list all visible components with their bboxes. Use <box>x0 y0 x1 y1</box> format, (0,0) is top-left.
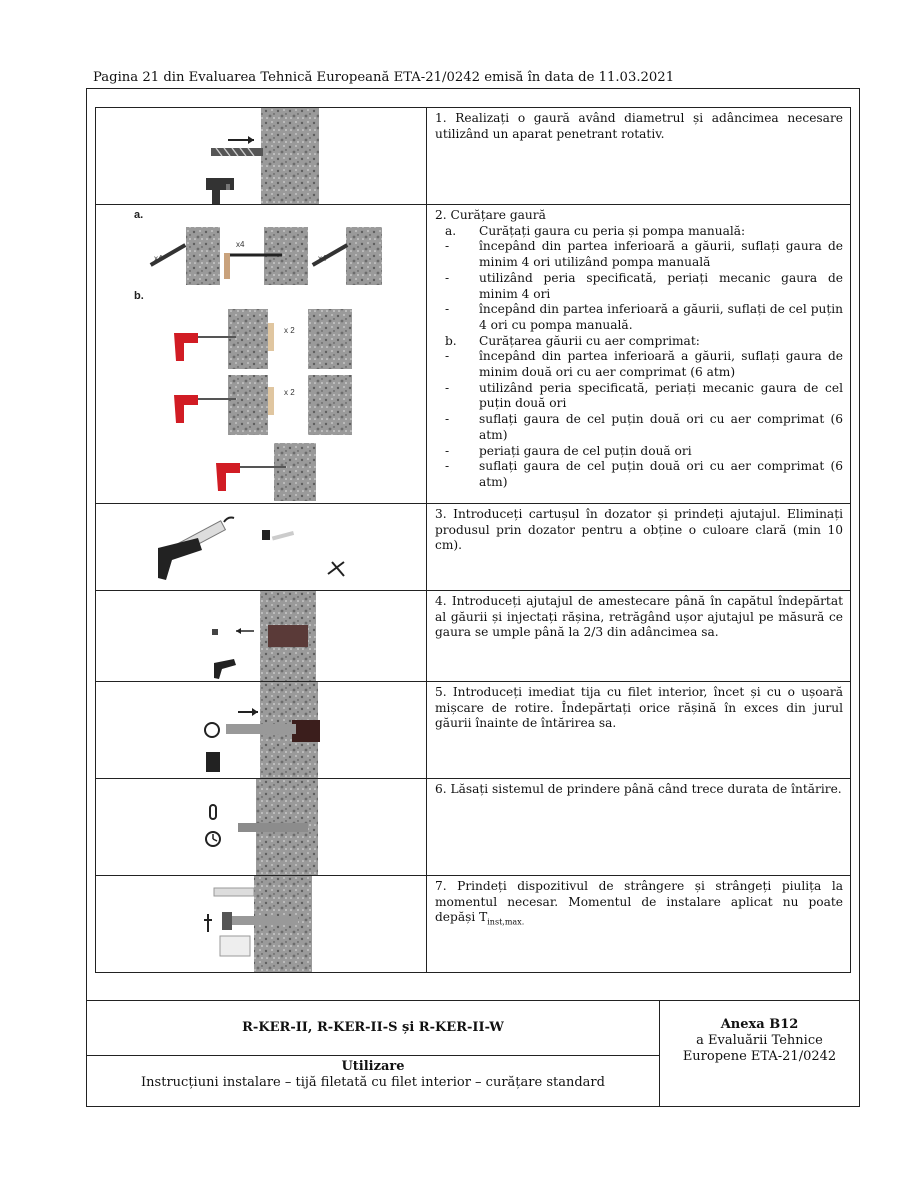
step-2a-title: Curățați gaura cu peria și pompa manuală: <box>479 223 746 238</box>
step-4-text: 4. Introduceți ajutajul de amestecare până în capătul îndepărtat al găurii și injectați rășina, retrăgând ușor ajutajul pe măsură ce gaura se umple până la 2/3 din adâncimea sa. <box>427 591 851 682</box>
usage-block <box>87 1056 659 1091</box>
list-item <box>435 271 843 302</box>
step-7-illustration <box>96 876 427 973</box>
list-item <box>435 349 843 380</box>
dash: - <box>445 270 450 285</box>
list-item <box>435 302 843 333</box>
step-row-1 <box>96 108 851 205</box>
step-2a-header <box>435 224 843 240</box>
annex-line-2: Europene ETA-21/0242 <box>682 1049 837 1064</box>
step-7-subscript: inst,max. <box>487 917 525 927</box>
dash: - <box>445 380 450 395</box>
step-4-illustration <box>96 591 427 682</box>
drilling-figure <box>96 108 426 204</box>
step-1-text: 1. Realizați o gaură având diametrul și adâncimea necesare utilizând un aparat penetrant rotativ. <box>427 108 851 205</box>
figure-label-b: b. <box>134 290 144 302</box>
step-2b-item-2: utilizând peria specificată, periați mecanic gaura de cel puțin două ori <box>479 380 843 411</box>
step-row-7 <box>96 876 851 973</box>
step-3-text: 3. Introduceți cartușul în dozator și prindeți ajutajul. Eliminați produsul prin dozator pentru a obține o culoare clară (min 10 cm). <box>427 504 851 591</box>
injection-figure <box>96 591 426 681</box>
usage-title: Utilizare <box>341 1059 405 1074</box>
x4-label-2: x4 <box>236 240 245 249</box>
installation-steps-table <box>95 107 851 973</box>
dash: - <box>445 412 450 427</box>
step-2b-title: Curățarea găurii cu aer comprimat: <box>479 333 700 348</box>
list-item <box>435 239 843 270</box>
step-5-illustration <box>96 682 427 779</box>
figure-label-a: a. <box>134 209 144 221</box>
x4-label-1: x4 <box>154 254 163 263</box>
step-2b-item-5: suflați gaura de cel puțin două ori cu aer comprimat (6 atm) <box>479 459 843 489</box>
step-2b-header <box>435 334 843 350</box>
insert-rod-figure <box>96 682 426 778</box>
dash: - <box>445 443 450 458</box>
product-names: R-KER-II, R-KER-II-S și R-KER-II-W <box>87 1001 659 1056</box>
list-item <box>435 381 843 412</box>
annex-footer <box>86 1000 860 1107</box>
step-2a-item-2: utilizând peria specificată, periați mecanic gaura de minim 4 ori <box>479 270 843 301</box>
step-2a-item-1: începând din partea inferioară a găurii, suflați gaura de minim 4 ori utilizând pompa manuală <box>479 239 843 270</box>
step-2b-item-1: începând din partea inferioară a găurii, suflați gaura de minim două ori cu aer comprimat (6 atm) <box>479 349 843 380</box>
step-row-3 <box>96 504 851 591</box>
dispenser-figure <box>96 504 426 590</box>
step-2b-item-4: periați gaura de cel puțin două ori <box>479 443 692 458</box>
list-item <box>435 459 843 490</box>
step-2b-item-3: suflați gaura de cel puțin două ori cu aer comprimat (6 atm) <box>479 412 843 442</box>
step-7-text <box>427 876 851 973</box>
x2-label-1: x 2 <box>284 326 295 335</box>
step-2-text <box>427 205 851 504</box>
curing-figure <box>96 779 426 875</box>
step-5-text: 5. Introduceți imediat tija cu filet interior, încet și cu o ușoară mișcare de rotire. Îndepărtați orice rășină în exces din jurul găurii înainte de întărirea sa. <box>427 682 851 779</box>
step-3-illustration <box>96 504 427 591</box>
step-row-6 <box>96 779 851 876</box>
dash: - <box>445 302 450 317</box>
footer-left <box>87 1001 660 1106</box>
step-row-5 <box>96 682 851 779</box>
x2-label-2: x 2 <box>284 388 295 397</box>
dash: - <box>445 349 450 364</box>
step-row-2 <box>96 205 851 504</box>
marker-b: b. <box>445 333 457 348</box>
marker-a: a. <box>445 223 457 238</box>
step-2a-item-3: începând din partea inferioară a găurii, suflați de cel puțin 4 ori cu pompa manuală. <box>479 302 843 332</box>
step-2-illustration <box>96 205 427 504</box>
x4-label-3: x4 <box>318 254 327 263</box>
step-row-4 <box>96 591 851 682</box>
list-item <box>435 444 843 460</box>
annex-line-1: a Evaluării Tehnice <box>696 1033 823 1048</box>
dash: - <box>445 239 450 254</box>
dash: - <box>445 459 450 474</box>
annex-reference <box>660 1017 859 1065</box>
usage-description: Instrucțiuni instalare – tijă filetată cu filet interior – curățare standard <box>141 1075 605 1090</box>
page-header: Pagina 21 din Evaluarea Tehnică Europeană ETA-21/0242 emisă în data de 11.03.2021 <box>93 70 675 85</box>
step-1-illustration <box>96 108 427 205</box>
step-2-title: 2. Curățare gaură <box>435 208 546 222</box>
list-item <box>435 412 843 443</box>
annex-title: Anexa B12 <box>720 1017 799 1032</box>
step-6-illustration <box>96 779 427 876</box>
step-6-text: 6. Lăsați sistemul de prindere până când trece durata de întărire. <box>427 779 851 876</box>
tightening-figure <box>96 876 426 972</box>
step-7-main: 7. Prindeți dispozitivul de strângere și strângeți piulița la momentul necesar. Momentul de instalare aplicat nu poate depăși T <box>435 879 843 925</box>
cleaning-figure <box>96 205 426 503</box>
